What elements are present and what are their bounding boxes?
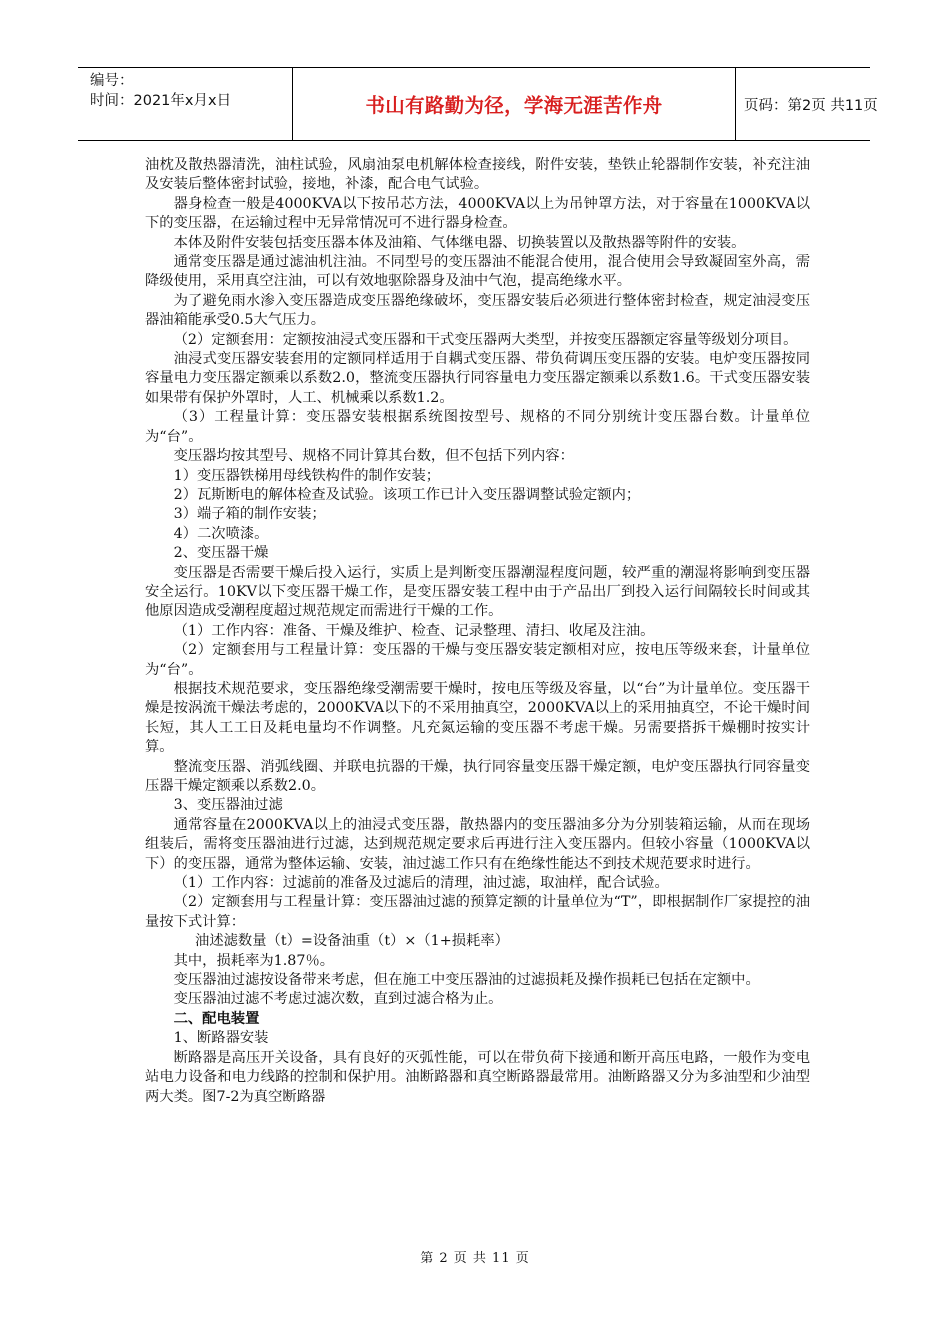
body-paragraph: 3）端子箱的制作安装；	[173, 506, 326, 523]
document-number-label: 编号：	[90, 73, 134, 89]
header-motto: 书山有路勤为径，学海无涯苦作舟	[365, 94, 663, 117]
body-paragraph: 根据技术规范要求，变压器绝缘受潮需要干燥时，按电压等级及容量，以“台”为计量单位。变压器干燥是按涡流干燥法考虑的，2000KVA以下的不采用抽真空，2000KVA以上的采用抽真空，不论干燥时间长短，其人工工日及耗电量均不作调整。凡充氮运输的变压器不考虑干燥。另需要搭拆干燥棚时按实计算。	[145, 680, 810, 756]
header-meta	[78, 68, 292, 140]
body-paragraph: 断路器是高压开关设备，具有良好的灭弧性能，可以在带负荷下接通和断开高压电路，一般作为变电站电力设备和电力线路的控制和保护用。油断路器和真空断路器最常用。油断路器又分为多油型和少油型两大类。图7-2为真空断路器	[145, 1049, 810, 1105]
body-paragraph: （2）定额套用与工程量计算：变压器的干燥与变压器安装定额相对应，按电压等级来套，计量单位为“台”。	[145, 642, 810, 678]
body-paragraph: 变压器均按其型号、规格不同计算其台数，但不包括下列内容：	[173, 448, 574, 465]
body-paragraph: 二、配电装置	[173, 1010, 260, 1027]
body-paragraph: 整流变压器、消弧线圈、并联电抗器的干燥，执行同容量变压器干燥定额，电炉变压器执行同容量变压器干燥定额乘以系数2.0。	[145, 758, 810, 794]
page-footer	[0, 1247, 950, 1266]
body-paragraph: 本体及附件安装包括变压器本体及油箱、气体继电器、切换装置以及散热器等附件的安装。	[173, 234, 746, 251]
body-paragraph: 2）瓦斯断电的解体检查及试验。该项工作已计入变压器调整试验定额内；	[173, 486, 641, 503]
body-paragraph: 4）二次喷漆。	[173, 525, 269, 542]
body-paragraph: 2、变压器干燥	[173, 545, 269, 562]
footer-page-number: 第 2 页 共 11 页	[420, 1251, 530, 1266]
body-paragraph: 变压器油过滤不考虑过滤次数，直到过滤合格为止。	[173, 991, 503, 1008]
body-paragraph: 1、断路器安装	[173, 1030, 269, 1047]
body-paragraph: 变压器是否需要干燥后投入运行，实质上是判断变压器潮湿程度问题，较严重的潮湿将影响到变压器安全运行。10KV以下变压器干燥工作，是变压器安装工程中由于产品出厂到投入运行间隔较长时间或其他原因造成受潮程度超过规范规定而需进行干燥的工作。	[145, 564, 810, 620]
body-paragraph: 油浸式变压器安装套用的定额同样适用于自耦式变压器、带负荷调压变压器的安装。电炉变压器按同容量电力变压器定额乘以系数2.0，整流变压器执行同容量电力变压器定额乘以系数1.6。干式变压器安装如果带有保护外罩时，人工、机械乘以系数1.2。	[145, 351, 810, 406]
header-motto-cell	[292, 68, 736, 140]
page-header	[78, 67, 878, 141]
body-paragraph: 变压器油过滤按设备带来考虑，但在施工中变压器油的过滤损耗及操作损耗已包括在定额中。	[173, 972, 760, 989]
body-paragraph: 通常容量在2000KVA以上的油浸式变压器，散热器内的变压器油多分为分别装箱运输，从而在现场组装后，需将变压器油进行过滤，达到规范规定要求后再进行注入变压器内。但较小容量（1000KVA以下）的变压器，通常为整体运输、安装，油过滤工作只有在绝缘性能达不到技术规范要求时进行。	[145, 816, 810, 872]
body-paragraph: 3、变压器油过滤	[173, 797, 283, 814]
document-body	[145, 156, 810, 1107]
body-paragraph: （1）工作内容：过滤前的准备及过滤后的清理，油过滤，取油样，配合试验。	[173, 875, 669, 892]
body-paragraph: 为了避免雨水渗入变压器造成变压器绝缘破坏，变压器安装后必须进行整体密封检查，规定油浸变压器油箱能承受0.5大气压力。	[145, 292, 810, 329]
body-paragraph: 1）变压器铁梯用母线铁构件的制作安装；	[173, 467, 441, 484]
body-paragraph: （2）定额套用：定额按油浸式变压器和干式变压器两大类型，并按变压器额定容量等级划分项目。	[173, 331, 798, 348]
body-paragraph: 器身检查一般是4000KVA以下按吊芯方法，4000KVA以上为吊钟罩方法，对于容量在1000KVA以下的变压器，在运输过程中无异常情况可不进行器身检查。	[145, 195, 810, 232]
body-paragraph: （2）定额套用与工程量计算：变压器油过滤的预算定额的计量单位为“T”，即根据制作厂家提控的油量按下式计算：	[145, 894, 810, 930]
document-time-label: 时间：2021年x月x日	[90, 93, 232, 109]
body-paragraph: （1）工作内容：准备、干燥及维护、检查、记录整理、清扫、收尾及注油。	[173, 622, 655, 639]
body-paragraph: 油枕及散热器清洗，油柱试验，风扇油泵电机解体检查接线，附件安装，垫铁止轮器制作安装，补充注油及安装后整体密封试验，接地，补漆，配合电气试验。	[145, 157, 810, 193]
body-paragraph: 通常变压器是通过滤油机注油。不同型号的变压器油不能混合使用，混合使用会导致凝固室外高，需降级使用，采用真空注油，可以有效地驱除器身及油中气泡，提高绝缘水平。	[145, 254, 810, 290]
header-page-label: 页码：第2页 共11页	[744, 97, 878, 114]
body-paragraph: （3）工程量计算：变压器安装根据系统图按型号、规格的不同分别统计变压器台数。计量单位为“台”。	[145, 409, 810, 445]
body-paragraph: 油述滤数量（t）=设备油重（t）×（1+损耗率）	[195, 933, 509, 950]
header-page-info	[736, 68, 878, 140]
body-paragraph: 其中，损耗率为1.87％。	[173, 952, 335, 969]
